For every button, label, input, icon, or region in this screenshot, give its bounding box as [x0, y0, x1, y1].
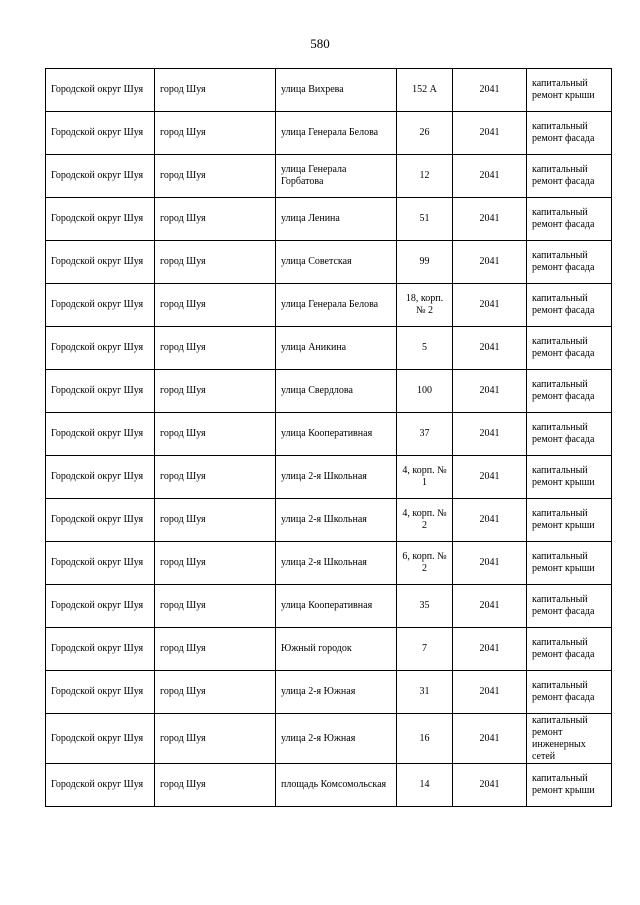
- table-row: [46, 628, 612, 671]
- year-cell: 2041: [453, 714, 527, 764]
- city-cell: город Шуя: [155, 585, 276, 628]
- house-number-cell: 18, корп. № 2: [397, 284, 453, 327]
- repair-schedule-table: [45, 68, 612, 807]
- district-cell: Городской округ Шуя: [46, 198, 155, 241]
- table-row: [46, 456, 612, 499]
- house-number-cell: 16: [397, 714, 453, 764]
- city-cell: город Шуя: [155, 499, 276, 542]
- table-row: [46, 327, 612, 370]
- work-type-cell: капитальный ремонт фасада: [527, 585, 612, 628]
- district-cell: Городской округ Шуя: [46, 714, 155, 764]
- street-cell: улица 2-я Школьная: [276, 499, 397, 542]
- district-cell: Городской округ Шуя: [46, 542, 155, 585]
- work-type-cell: капитальный ремонт крыши: [527, 69, 612, 112]
- district-cell: Городской округ Шуя: [46, 69, 155, 112]
- table-row: [46, 69, 612, 112]
- city-cell: город Шуя: [155, 112, 276, 155]
- district-cell: Городской округ Шуя: [46, 499, 155, 542]
- house-number-cell: 5: [397, 327, 453, 370]
- house-number-cell: 51: [397, 198, 453, 241]
- table-row: [46, 764, 612, 807]
- city-cell: город Шуя: [155, 69, 276, 112]
- street-cell: улица Генерала Белова: [276, 112, 397, 155]
- year-cell: 2041: [453, 241, 527, 284]
- street-cell: улица Советская: [276, 241, 397, 284]
- street-cell: улица 2-я Школьная: [276, 456, 397, 499]
- work-type-cell: капитальный ремонт фасада: [527, 327, 612, 370]
- work-type-cell: капитальный ремонт фасада: [527, 241, 612, 284]
- year-cell: 2041: [453, 628, 527, 671]
- year-cell: 2041: [453, 112, 527, 155]
- house-number-cell: 99: [397, 241, 453, 284]
- work-type-cell: капитальный ремонт фасада: [527, 413, 612, 456]
- city-cell: город Шуя: [155, 456, 276, 499]
- work-type-cell: капитальный ремонт фасада: [527, 284, 612, 327]
- work-type-cell: капитальный ремонт крыши: [527, 499, 612, 542]
- street-cell: улица Вихрева: [276, 69, 397, 112]
- table-row: [46, 542, 612, 585]
- house-number-cell: 7: [397, 628, 453, 671]
- house-number-cell: 37: [397, 413, 453, 456]
- house-number-cell: 152 А: [397, 69, 453, 112]
- city-cell: город Шуя: [155, 155, 276, 198]
- city-cell: город Шуя: [155, 241, 276, 284]
- table-row: [46, 585, 612, 628]
- street-cell: улица Генерала Белова: [276, 284, 397, 327]
- work-type-cell: капитальный ремонт инженерных сетей: [527, 714, 612, 764]
- city-cell: город Шуя: [155, 671, 276, 714]
- street-cell: улица Свердлова: [276, 370, 397, 413]
- year-cell: 2041: [453, 198, 527, 241]
- table-body: [46, 69, 612, 807]
- page-number: 580: [310, 36, 330, 51]
- house-number-cell: 100: [397, 370, 453, 413]
- table-row: [46, 370, 612, 413]
- year-cell: 2041: [453, 155, 527, 198]
- district-cell: Городской округ Шуя: [46, 284, 155, 327]
- district-cell: Городской округ Шуя: [46, 671, 155, 714]
- year-cell: 2041: [453, 542, 527, 585]
- year-cell: 2041: [453, 284, 527, 327]
- district-cell: Городской округ Шуя: [46, 155, 155, 198]
- work-type-cell: капитальный ремонт фасада: [527, 671, 612, 714]
- street-cell: улица Генерала Горбатова: [276, 155, 397, 198]
- work-type-cell: капитальный ремонт фасада: [527, 370, 612, 413]
- street-cell: улица Аникина: [276, 327, 397, 370]
- street-cell: улица 2-я Школьная: [276, 542, 397, 585]
- city-cell: город Шуя: [155, 764, 276, 807]
- city-cell: город Шуя: [155, 714, 276, 764]
- table-row: [46, 241, 612, 284]
- work-type-cell: капитальный ремонт крыши: [527, 764, 612, 807]
- district-cell: Городской округ Шуя: [46, 327, 155, 370]
- year-cell: 2041: [453, 585, 527, 628]
- year-cell: 2041: [453, 456, 527, 499]
- work-type-cell: капитальный ремонт фасада: [527, 198, 612, 241]
- year-cell: 2041: [453, 327, 527, 370]
- work-type-cell: капитальный ремонт крыши: [527, 542, 612, 585]
- year-cell: 2041: [453, 764, 527, 807]
- work-type-cell: капитальный ремонт фасада: [527, 628, 612, 671]
- house-number-cell: 6, корп. № 2: [397, 542, 453, 585]
- district-cell: Городской округ Шуя: [46, 585, 155, 628]
- table-row: [46, 714, 612, 764]
- year-cell: 2041: [453, 69, 527, 112]
- city-cell: город Шуя: [155, 284, 276, 327]
- street-cell: улица 2-я Южная: [276, 671, 397, 714]
- city-cell: город Шуя: [155, 542, 276, 585]
- district-cell: Городской округ Шуя: [46, 370, 155, 413]
- city-cell: город Шуя: [155, 628, 276, 671]
- table-row: [46, 112, 612, 155]
- district-cell: Городской округ Шуя: [46, 413, 155, 456]
- street-cell: улица Ленина: [276, 198, 397, 241]
- city-cell: город Шуя: [155, 198, 276, 241]
- year-cell: 2041: [453, 370, 527, 413]
- table-row: [46, 413, 612, 456]
- house-number-cell: 4, корп. № 2: [397, 499, 453, 542]
- work-type-cell: капитальный ремонт крыши: [527, 456, 612, 499]
- district-cell: Городской округ Шуя: [46, 241, 155, 284]
- work-type-cell: капитальный ремонт фасада: [527, 112, 612, 155]
- house-number-cell: 26: [397, 112, 453, 155]
- table-row: [46, 155, 612, 198]
- street-cell: улица Кооперативная: [276, 413, 397, 456]
- street-cell: улица Кооперативная: [276, 585, 397, 628]
- table-row: [46, 198, 612, 241]
- year-cell: 2041: [453, 413, 527, 456]
- city-cell: город Шуя: [155, 413, 276, 456]
- year-cell: 2041: [453, 499, 527, 542]
- street-cell: площадь Комсомольская: [276, 764, 397, 807]
- district-cell: Городской округ Шуя: [46, 112, 155, 155]
- district-cell: Городской округ Шуя: [46, 764, 155, 807]
- district-cell: Городской округ Шуя: [46, 456, 155, 499]
- work-type-cell: капитальный ремонт фасада: [527, 155, 612, 198]
- house-number-cell: 31: [397, 671, 453, 714]
- district-cell: Городской округ Шуя: [46, 628, 155, 671]
- house-number-cell: 35: [397, 585, 453, 628]
- house-number-cell: 14: [397, 764, 453, 807]
- city-cell: город Шуя: [155, 370, 276, 413]
- table-row: [46, 671, 612, 714]
- house-number-cell: 12: [397, 155, 453, 198]
- street-cell: Южный городок: [276, 628, 397, 671]
- house-number-cell: 4, корп. № 1: [397, 456, 453, 499]
- city-cell: город Шуя: [155, 327, 276, 370]
- table-row: [46, 284, 612, 327]
- table-row: [46, 499, 612, 542]
- year-cell: 2041: [453, 671, 527, 714]
- street-cell: улица 2-я Южная: [276, 714, 397, 764]
